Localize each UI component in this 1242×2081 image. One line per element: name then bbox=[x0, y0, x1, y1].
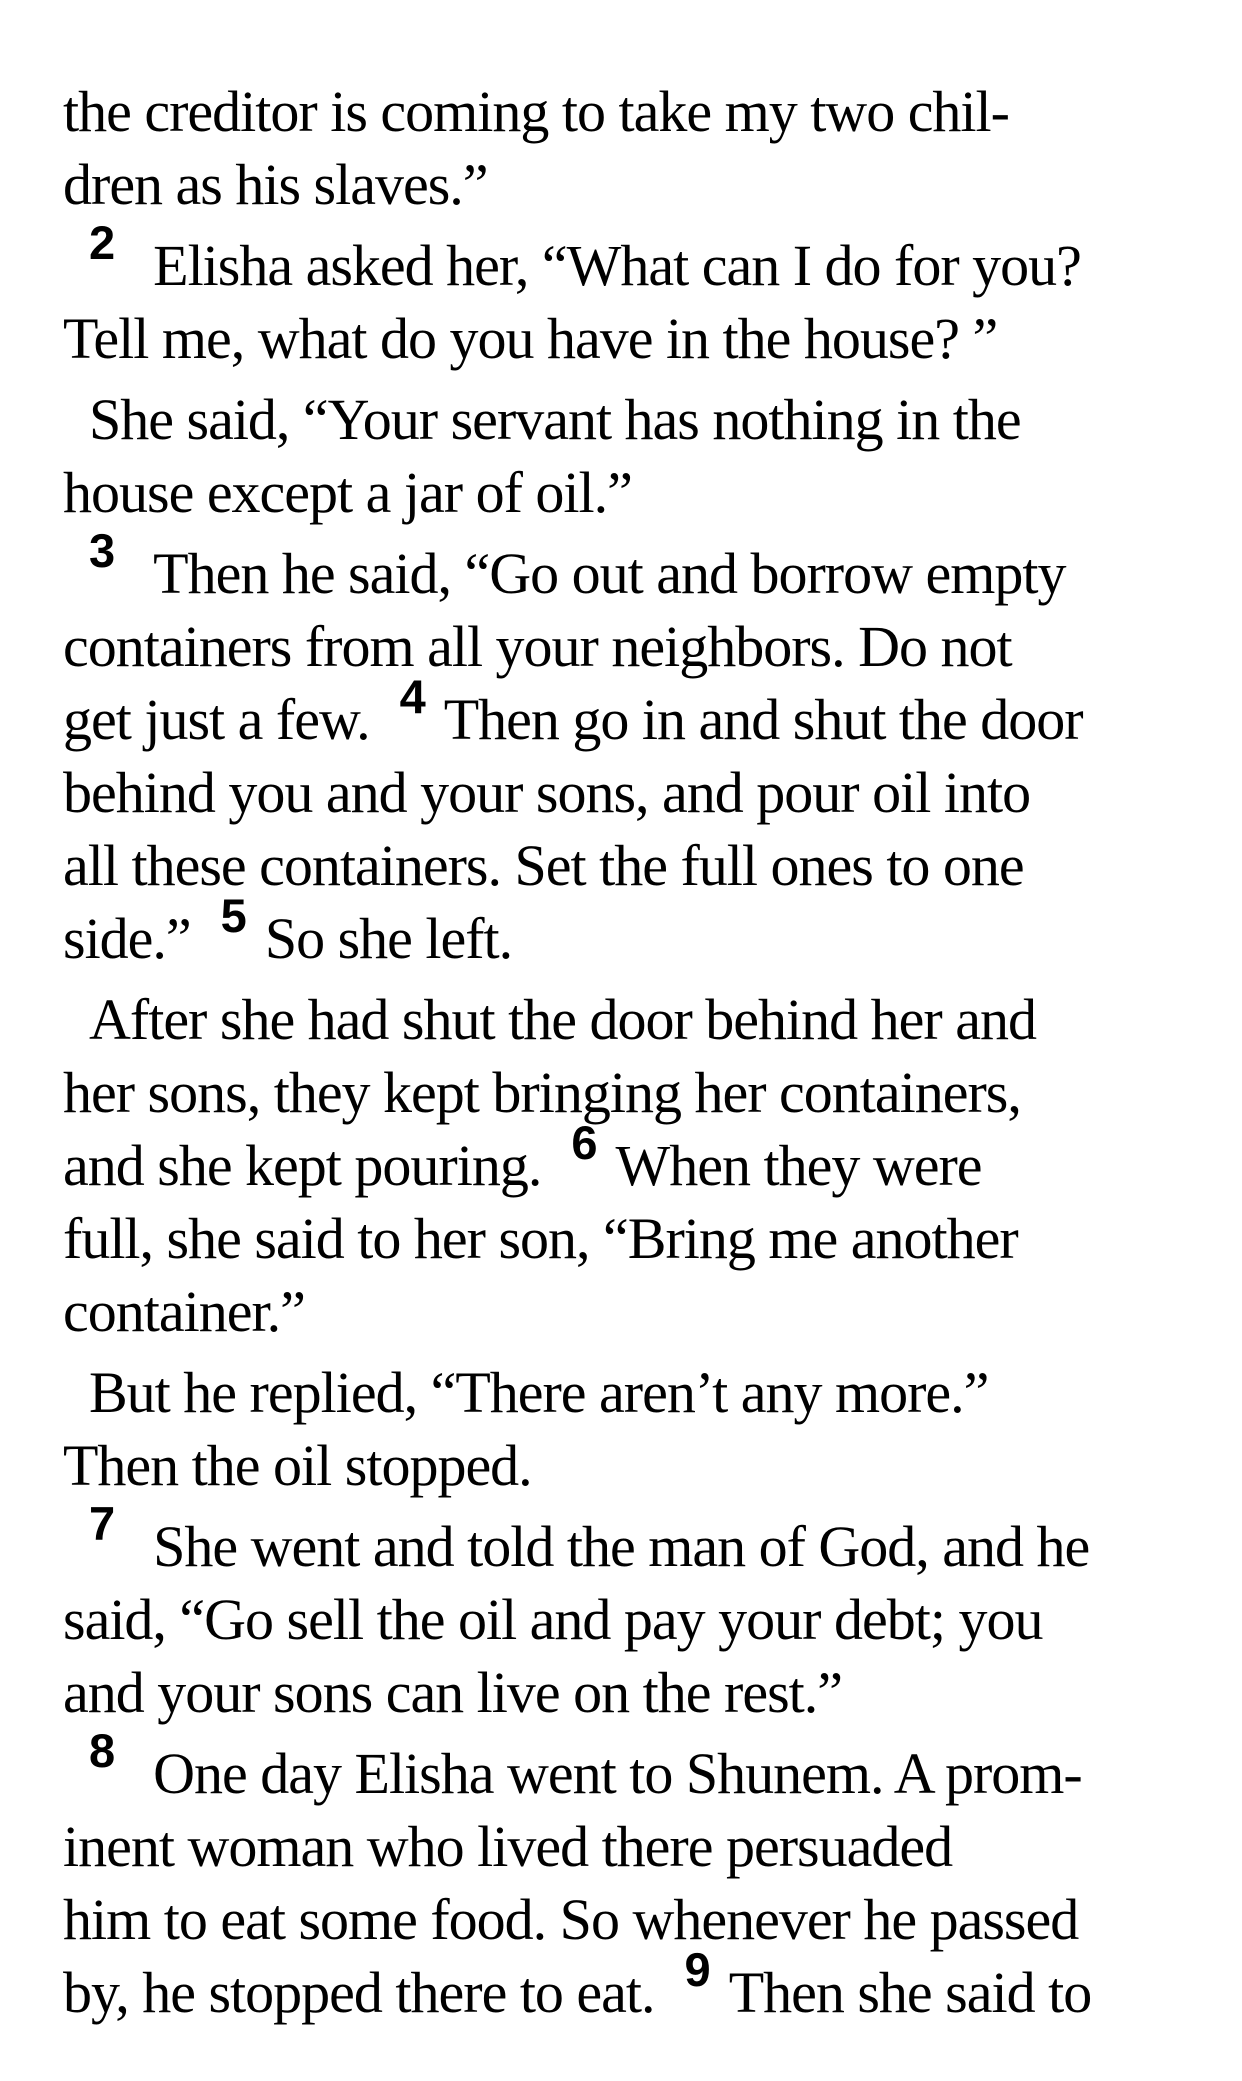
scripture-text-segment: inent woman who lived there persuaded bbox=[63, 1814, 953, 1879]
scripture-line bbox=[63, 456, 1234, 529]
paragraph bbox=[63, 983, 1234, 1348]
scripture-text-segment: dren as his slaves.” bbox=[63, 152, 488, 217]
scripture-line: 3 Then he said, “Go out and borrow empty bbox=[89, 524, 1066, 606]
scripture-text-segment: and she kept pouring. bbox=[63, 1133, 542, 1198]
scripture-line bbox=[63, 75, 1234, 148]
scripture-text-segment: all these containers. Set the full ones to one bbox=[63, 833, 1024, 898]
scripture-text-segment: Tell me, what do you have in the house? ” bbox=[63, 306, 998, 371]
scripture-text-segment: the creditor is coming to take my two chil- bbox=[63, 79, 1009, 144]
scripture-text-segment: containers from all your neighbors. Do not bbox=[63, 614, 1012, 679]
scripture-line bbox=[63, 1883, 1234, 1956]
scripture-text-segment: She said, “Your servant has nothing in the bbox=[89, 387, 1021, 452]
scripture-line bbox=[63, 1202, 1234, 1275]
scripture-line: 7 She went and told the man of God, and he bbox=[89, 1497, 1090, 1579]
scripture-text-segment: She went and told the man of God, and he bbox=[153, 1514, 1090, 1579]
scripture-text-segment: When they were bbox=[615, 1133, 982, 1198]
scripture-line bbox=[63, 1275, 1234, 1348]
scripture-text-segment: One day Elisha went to Shunem. A prom- bbox=[153, 1741, 1082, 1806]
scripture-line: side.” 5 So she left. bbox=[63, 889, 513, 971]
scripture-line bbox=[63, 756, 1234, 829]
scripture-line bbox=[63, 1056, 1234, 1129]
scripture-line bbox=[63, 1583, 1234, 1656]
scripture-line bbox=[63, 1356, 1234, 1429]
paragraph bbox=[63, 1497, 1234, 1729]
scripture-text-segment: Elisha asked her, “What can I do for you? bbox=[153, 233, 1081, 298]
scripture-text-segment: full, she said to her son, “Bring me another bbox=[63, 1206, 1018, 1271]
scripture-text-segment: But he replied, “There aren’t any more.” bbox=[89, 1360, 989, 1425]
scripture-line: 8 One day Elisha went to Shunem. A prom- bbox=[89, 1724, 1082, 1806]
scripture-text-segment: Then the oil stopped. bbox=[63, 1433, 532, 1498]
scripture-line: and she kept pouring. 6 When they were bbox=[63, 1116, 982, 1198]
scripture-line bbox=[63, 1656, 1234, 1729]
scripture-text-segment: Then she said to bbox=[728, 1960, 1092, 2025]
paragraph bbox=[63, 1724, 1234, 2029]
scripture-text-segment: house except a jar of oil.” bbox=[63, 460, 632, 525]
scripture-line bbox=[63, 1810, 1234, 1883]
scripture-text-segment: After she had shut the door behind her and bbox=[89, 987, 1036, 1052]
scripture-line bbox=[63, 383, 1234, 456]
scripture-text-segment: Then he said, “Go out and borrow empty bbox=[153, 541, 1066, 606]
scripture-text-segment: container.” bbox=[63, 1279, 305, 1344]
scripture-text-segment: by, he stopped there to eat. bbox=[63, 1960, 655, 2025]
scripture-line: by, he stopped there to eat. 9 Then she said to bbox=[63, 1943, 1092, 2025]
scripture-line bbox=[63, 1429, 1234, 1502]
paragraph bbox=[63, 383, 1234, 529]
scripture-line bbox=[63, 148, 1234, 221]
scripture-text-segment: and your sons can live on the rest.” bbox=[63, 1660, 843, 1725]
paragraph bbox=[63, 1356, 1234, 1502]
scripture-text-segment: said, “Go sell the oil and pay your debt; you bbox=[63, 1587, 1043, 1652]
scripture-text-segment: So she left. bbox=[264, 906, 513, 971]
paragraph bbox=[63, 216, 1234, 375]
scripture-line bbox=[63, 610, 1234, 683]
scripture-text-segment: get just a few. bbox=[63, 687, 370, 752]
scripture-line bbox=[63, 983, 1234, 1056]
scripture-line: get just a few. 4 Then go in and shut the door bbox=[63, 670, 1083, 752]
scripture-line: 2 Elisha asked her, “What can I do for you? bbox=[89, 216, 1081, 298]
paragraph bbox=[63, 524, 1234, 975]
scripture-text-segment: side.” bbox=[63, 906, 191, 971]
scripture-text-segment: behind you and your sons, and pour oil into bbox=[63, 760, 1031, 825]
paragraph bbox=[63, 75, 1234, 221]
scripture-text-segment: Then go in and shut the door bbox=[443, 687, 1083, 752]
scripture-text-segment: her sons, they kept bringing her containers, bbox=[63, 1060, 1021, 1125]
scripture-text-segment: him to eat some food. So whenever he passed bbox=[63, 1887, 1079, 1952]
scripture-line bbox=[63, 302, 1234, 375]
